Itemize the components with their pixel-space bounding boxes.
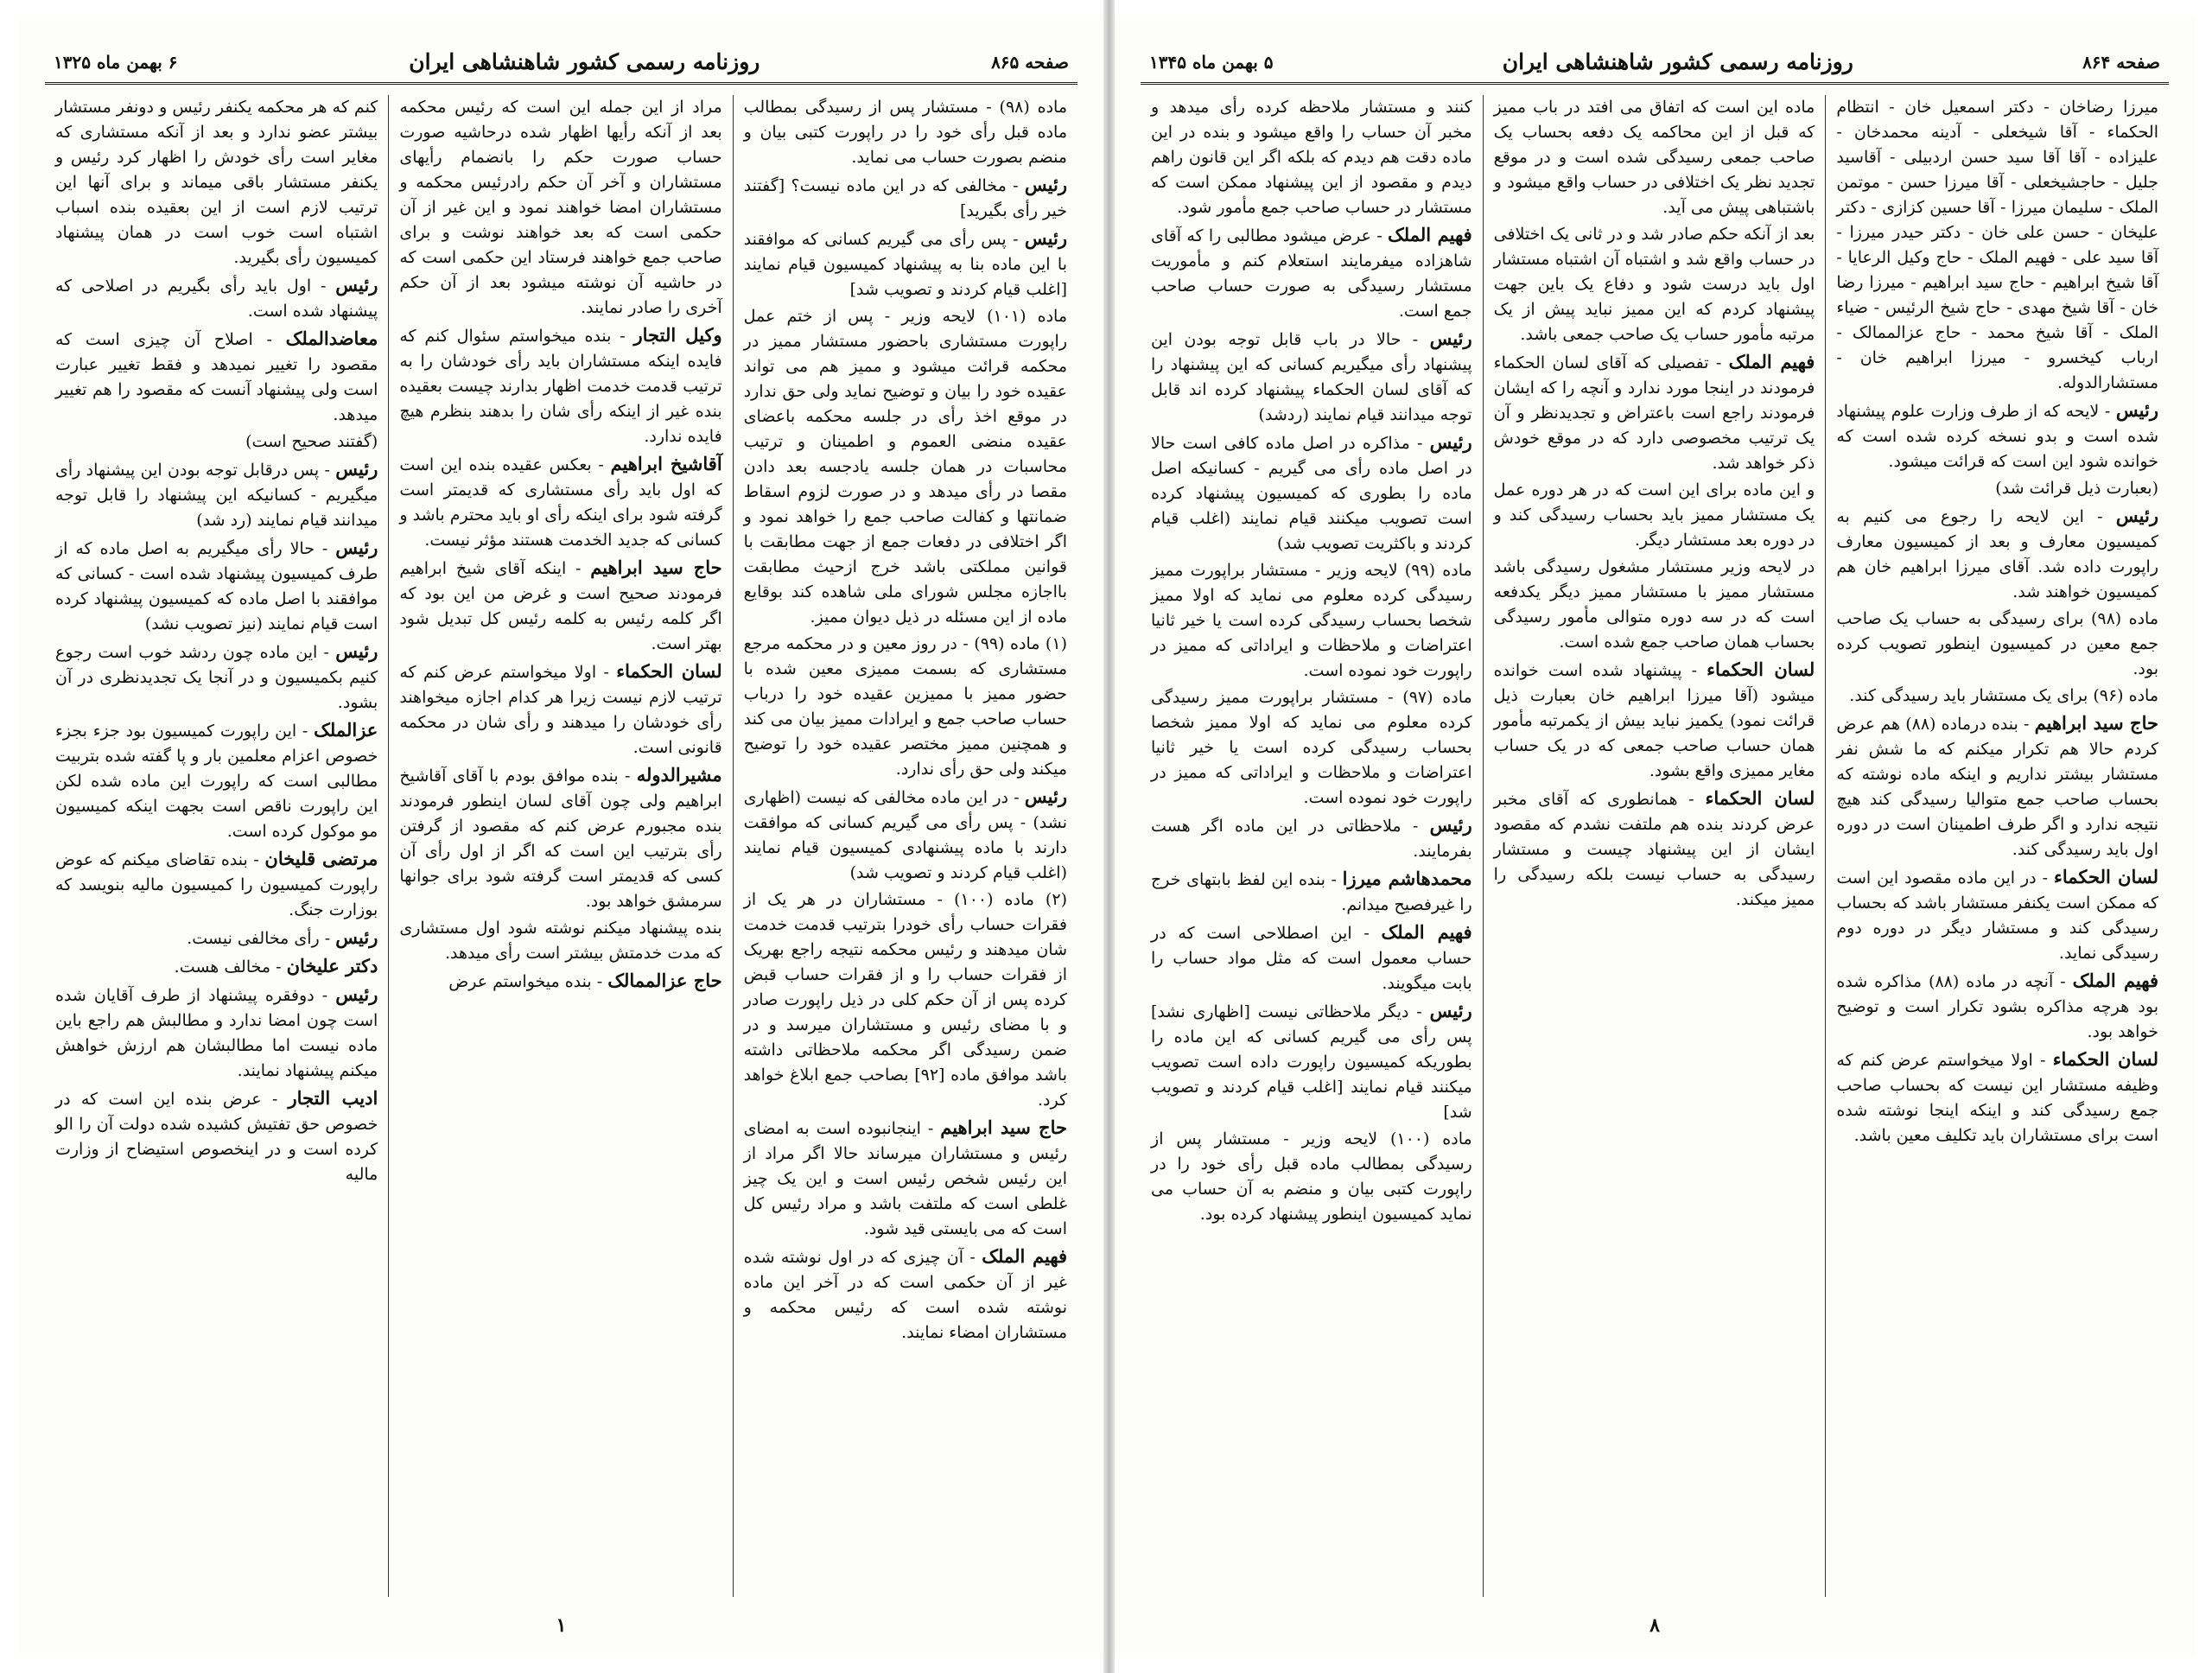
paragraph [1836, 607, 2158, 682]
paragraph [744, 1244, 1067, 1345]
speaker-name: رئیس [335, 640, 378, 662]
speaker-name: رئیس [2115, 505, 2158, 526]
paragraph [744, 887, 1067, 1113]
paragraph [55, 326, 378, 428]
paragraph [744, 226, 1067, 302]
speaker-name: رئیس [1024, 227, 1067, 249]
speaker-name: حاج سید ابراهیم [2034, 712, 2158, 734]
paragraph-text: - حالا رأی میگیریم به اصل ماده که از طرف کمیسیون پیشنهاد شده است - کسانی که موافقند با اصل ماده که کمیسیون پیشنهاد کرده است قیام نمایند (نیز تصویب نشد) [55, 539, 378, 633]
paragraph [399, 658, 721, 760]
paragraph [744, 95, 1067, 170]
left-page-header [45, 41, 1077, 85]
speaker-name: دکتر علیخان [286, 955, 378, 976]
speaker-name: فهیم الملک [1387, 224, 1472, 245]
left-page-number: صفحه ۸۶۵ [991, 51, 1069, 73]
paragraph-text: - ملاحظاتی در این ماده اگر هست بفرمایند. [1151, 817, 1472, 861]
paragraph [1836, 398, 2158, 474]
paragraph-text: - عرض بنده این است که در خصوص حق تفتیش کشیده شده دولت آن را الو کرده است و در اینخصوص استیضاح از وزارت مالیه [55, 1090, 378, 1184]
paragraph [1494, 478, 1815, 553]
paragraph-text: - اول باید رأی بگیریم در اصلاحی که پیشنهاد شده است. [55, 277, 378, 321]
speaker-name: محمدهاشم میرزا [1342, 868, 1472, 889]
paragraph [1494, 786, 1815, 913]
paragraph [55, 456, 378, 533]
paragraph-text: در لایحه وزیر مستشار مشغول رسیدگی باشد مستشار ممیز با مستشار ممیز دیگر یکدفعه است که در سه دوره متوالی مأمور رسیدگی بحساب همان صاحب جمع شده است. [1493, 557, 1815, 652]
paragraph-text: - آن چیزی که در اول نوشته شده غیر از آن حکمی است که در آخر این ماده نوشته شده است که رئیس محکمه و مستشاران امضاء نمایند. [743, 1248, 1067, 1342]
paragraph-text: - تفصیلی که آقای لسان الحکماء فرمودند در اینجا مورد ندارد و آنچه را که ایشان فرمودند راجع است باعتراض و تجدیدنظر و آن یک ترتیب مخصوصی دارد که در موقع خودش ذکر خواهد شد. [1493, 353, 1815, 473]
left-column-2 [389, 95, 733, 1597]
right-column-1 [1826, 95, 2169, 1597]
paragraph-text: ماده (۱۰۰) لایحه وزیر - مستشار پس از رسیدگی بمطالب ماده قبل رأی خود را در راپورت کتبی بیان و منضم به آن حساب می نماید کمیسیون اینطور پیشنهاد کرده بود. [1151, 1129, 1472, 1224]
paragraph [399, 968, 721, 995]
paragraph [1836, 1046, 2158, 1148]
speaker-name: مشیرالدوله [636, 764, 722, 786]
paragraph-text: مراد از این جمله این است که رئیس محکمه بعد از آنکه رأیها اظهار شده درحاشیه صورت حساب صورت حکم را بانضمام رأیهای مستشاران و آخر آن حکم رادرئیس محکمه و مستشاران امضا خواهند نمود و این غیر از آن حکمی است که بعد خواهند نوشت و برای صاحب جمع خواهند فرستاد این حکمی است که در حاشیه آن نوشته میشود بعد از آن حکم آخری را صادر نمایند. [399, 98, 722, 317]
paragraph [744, 1115, 1067, 1242]
paragraph-text: - اینکه آقای شیخ ابراهیم فرمودند صحیح است و غرض من این بود که اگر کلمه رئیس به کلمه رئیس کل تبدیل شود بهتر است. [399, 559, 722, 653]
paragraph-text: ماده (۹۹) لایحه وزیر - مستشار براپورت ممیز رسیدگی کرده معلوم می نماید که اولا ممیز شخصا بحساب رسیدگی کرده است یا خیر ثانیا اعتراضات و ملاحظات و ایراداتی که ممیز در راپورت خود نموده است. [1151, 561, 1472, 680]
book-gutter [1103, 0, 1115, 1673]
paragraph [55, 95, 378, 270]
paragraph [1151, 558, 1472, 684]
paragraph [55, 1085, 378, 1187]
paragraph [399, 555, 721, 657]
paragraph-text: ماده (۹۶) برای یک مستشار باید رسیدگی کند. [1849, 686, 2158, 705]
paragraph [1494, 349, 1815, 476]
paragraph [399, 916, 721, 966]
paragraph [744, 172, 1067, 224]
paragraph-text: - بعکس عقیده بنده این است که اول باید رأی مستشاری که قدیمتر است گرفته شود برای اینکه رأی او باید محترم باشد و کسانی که جدید الخدمت هستند مؤثر نیست. [399, 455, 722, 550]
paragraph-text: - بنده میخواستم سئوال کنم که فایده اینکه مستشاران باید رأی خودشان را به ترتیب قدمت خدمت اظهار بدارند چیست بعقیده بنده غیر از اینکه رأی شان را بدهند بنظرم هیچ فایده ندارد. [399, 327, 722, 446]
paragraph-text: کنند و مستشار ملاحظه کرده رأی میدهد و مخبر آن حساب را واقع میشود و بنده در این ماده دقت هم دیدم که بلکه اگر این قانون راهم دیدم و مقصود از این پیشنهاد ممکن است که مستشار در حساب صاحب جمع مأمور شود. [1151, 98, 1472, 217]
speaker-name: فهیم الملک [1728, 351, 1815, 372]
speaker-name: رئیس [1024, 174, 1067, 195]
paragraph-text: - اولا میخواستم عرض کنم که ترتیب لازم نیست زیرا هر کدام اجازه میخواهند رأی خودشان را میدهند و رأی شان در محکمه قانونی است. [399, 663, 722, 757]
speaker-name: رئیس [335, 983, 378, 1005]
speaker-name: حاج سید ابراهیم [940, 1116, 1067, 1138]
paragraph [399, 322, 721, 449]
speaker-name: معاضدالملک [285, 328, 378, 349]
speaker-name: رئیس [1024, 786, 1068, 807]
paragraph-text: - حالا در باب قابل توجه بودن این پیشنهاد رأی میگیریم کسانی که این پیشنهاد را که آقای لسان الحکماء پیشنهاد کرده اند قابل توجه میدانند قیام نمایند (ردشد) [1151, 330, 1472, 424]
speaker-name: مرتضی قلیخان [264, 848, 378, 869]
paragraph-text: - بنده میخواستم عرض [448, 972, 603, 991]
speaker-name: حاج عزالممالک [607, 970, 722, 991]
paragraph [1494, 222, 1815, 347]
paragraph [1836, 95, 2158, 396]
right-page-header [1141, 41, 2169, 85]
paragraph-text: - بنده تقاضای میکنم که عوض راپورت کمیسیون را کمیسیون مالیه بنویسد که بوزارت جنگ. [55, 850, 378, 919]
paragraph [55, 639, 378, 716]
right-column-2 [1484, 95, 1827, 1597]
paragraph-text: - بنده موافق بودم با آقای آقاشیخ ابراهیم ولی چون آقای لسان اینطور فرمودند بنده مجبورم عرض کنم که مقصود از گرفتن رأی بترتیب این است که اگر از اول رأی آن کسی که قدیمتر است گرفته شود برای جوانها سرمشق خواهد بود. [399, 767, 722, 911]
paragraph [1151, 866, 1472, 918]
speaker-name: رئیس [1429, 431, 1472, 453]
paragraph [1151, 919, 1472, 996]
paragraph [1836, 968, 2158, 1045]
paragraph [1836, 476, 2158, 501]
paragraph-text: - اصلاح آن چیزی است که مقصود را تغییر نمیدهد و فقط تغییر عبارت است ولی پیشنهاد آنست که مقصود را هم تغییر میدهد. [55, 330, 378, 424]
paragraph-text: ماده (۹۸) - مستشار پس از رسیدگی بمطالب ماده قبل رأی خود را در راپورت کتبی بیان و منضم بصورت حساب می نماید. [743, 98, 1067, 167]
speaker-name: رئیس [335, 537, 378, 558]
paragraph-text: ماده این است که اتفاق می افتد در باب ممیز که قبل از این محاکمه یک دفعه بحساب یک صاحب جمعی رسیدگی شده است و در موقع تجدید نظر یک اختلافی در حساب واقع میشود و باشتباهی پیش می آید. [1493, 98, 1815, 217]
paragraph-text: کنم که هر محکمه یکنفر رئیس و دونفر مستشار بیشتر عضو ندارد و بعد از آنکه مستشاری که مغایر است رأی خودش را اظهار کرد رئیس و یکنفر مستشار باقی میماند و برای آنها این ترتیب لازم است از این بعقیده بنده اسباب اشتباه است خوب است در همان پیشنهاد کمیسیون رأی بگیرید. [55, 98, 378, 267]
paragraph [55, 925, 378, 951]
speaker-name: لسان الحکماء [1707, 658, 1815, 680]
paragraph-text: - مذاکره در اصل ماده کافی است حالا در اصل ماده رأی می گیریم - کسانیکه اصل ماده را بطوری که کمیسیون پیشنهاد کرده است تصویب میکنند قیام نمایند (اغلب قیام کردند و باکثریت تصویب شد) [1151, 434, 1472, 553]
right-page-title: روزنامه رسمی کشور شاهنشاهی ایران [1502, 49, 1853, 74]
paragraph [55, 272, 378, 324]
paragraph-text: - عرض میشود مطالبی را که آقای شاهزاده میفرمایند استعلام کنم و مأموریت مستشار رسیدگی به صورت حساب صاحب جمع است. [1151, 226, 1472, 321]
speaker-name: رئیس [335, 926, 378, 948]
paragraph-text: - دیگر ملاحظاتی نیست [اظهاری نشد] پس رأی می گیریم کسانی که این ماده را بطوریکه کمیسیون راپورت داده است تصویب میکنند قیام نمایند [اغلب قیام کردند و تصویب شد] [1151, 1002, 1472, 1122]
left-page-date: ۶ بهمن ماه ۱۳۲۵ [54, 51, 178, 73]
paragraph-text: (۱) ماده (۹۹) - در روز معین و در محکمه مرجع مستشاری که بسمت ممیزی معین شده با حضور ممیز با ممیزین عقیده خود را درباب حساب صاحب جمع و ایرادات ممیز بیان می کند و همچنین ممیز مختصر عقیده خود را توضیح میکند ولی حق رأی ندارد. [743, 634, 1067, 779]
speaker-name: فهیم الملک [2072, 970, 2158, 991]
speaker-name: عزالملک [314, 719, 378, 741]
paragraph-text: - پیشنهاد شده است خوانده میشود (آقا میرزا ابراهیم خان بعبارت ذیل قرائت نمود) یکمیز نباید بیش از یکمرتبه مأمور همان حساب صاحب جمعی که در یک حساب مغایر ممیزی واقع بشود. [1493, 661, 1815, 780]
paragraph-text: ماده (۱۰۱) لایحه وزیر - پس از ختم عمل راپورت مستشاری باحضور مستشار ممیز در محکمه قرائت میشود و ممیز هم می تواند عقیده خود را بیان و توضیح نماید ولی حق ندارد در موقع اخذ رأی در جلسه محکمه باعضای عقیده منضی العموم و اطمینان و ترتیب محاسبات در همان جلسه یادجسه بعد دادن مقصا در رأی میدهد و در صورت لزوم اسقاط ضمانتها و کفالت صاحب جمع را خواهد نمود و اگر اختلافی در دفعات جمع از جهت مطابقت با قوانین مملکتی باشد خرج ازحیث مطابقت بااجازه مجلس شورای ملی شاهده کند بوقایع ماده از این مسئله در ذیل دیوان ممیز. [743, 307, 1067, 627]
paragraph-text: (۲) ماده (۱۰۰) - مستشاران در هر یک از فقرات حساب رأی خودرا بترتیب قدمت خدمت شان میدهند و رئیس محکمه نتیجه راجع بهریک از فقرات حساب را و از فقرات حساب قبض کرده پس از آن حکم کلی در ذیل راپورت صادر و با مضای رئیس و مستشاران میرسد و در ضمن رسیدگی اگر محکمه ملاحظاتی داشته باشد موافق ماده [۹۲] بصاحب جمع ابلاغ خواهد کرد. [743, 890, 1067, 1110]
left-page-title: روزنامه رسمی کشور شاهنشاهی ایران [409, 49, 760, 74]
paragraph-text: - در این ماده مقصود این است که ممکن است یکنفر مستشار باشد که بحساب رسیدگی کند و مستشار دیگر در دوره دوم رسیدگی نماید. [1836, 868, 2158, 963]
left-column-3 [45, 95, 389, 1597]
paragraph-text: - پس رأی می گیریم کسانی که موافقند با این ماده بنا به پیشنهاد کمیسیون قیام نمایند [اغلب قیام کردند و تصویب شد] [743, 230, 1067, 299]
paragraph-text: میرزا رضاخان - دکتر اسمعیل خان - انتظام الحکماء - آقا شیخعلی - آدینه محمدخان - علیزاده - آقا آقا سید حسن اردبیلی - آقاسید جلیل - حاجشیخعلی - آقا میرزا حسن - موتمن الملک - سلیمان میرزا - آقا حسین کزازی - دکتر علیخان - حسن علی خان - دکتر حیدر میرزا - آقا سید علی - فهیم الملک - حاج وکیل الرعایا - آقا شیخ ابراهیم - حاج سید ابراهیم - میرزا رضا خان - آقا شیخ مهدی - حاج شیخ الرئیس - ضیاء الملک - آقا شیخ محمد - حاج عزالممالک - ارباب کیخسرو - میرزا ابراهیم خان - مستشارالدوله. [1836, 98, 2158, 392]
speaker-name: رئیس [2115, 399, 2158, 421]
paragraph [1836, 864, 2158, 966]
left-column-1 [734, 95, 1077, 1597]
paragraph [1836, 710, 2158, 862]
paragraph-text: - مخالفی که در این ماده نیست؟ [گفتند خیر رأی بگیرید] [743, 176, 1067, 220]
paragraph [744, 304, 1067, 630]
speaker-name: فهیم الملک [982, 1245, 1067, 1267]
paragraph [1151, 95, 1472, 220]
speaker-name: رئیس [1429, 1000, 1472, 1021]
speaker-name: ادیب التجار [288, 1087, 378, 1109]
paragraph [1494, 555, 1815, 655]
paragraph [399, 95, 721, 321]
paragraph [1151, 998, 1472, 1125]
paragraph-text: - این لایحه را رجوع می کنیم به کمیسیون معارف و بعد از کمیسیون معارف راپورت داده شد. آقای میرزا ابراهیم خان هم کمیسیون خواهند شد. [1836, 507, 2158, 601]
right-column-3 [1141, 95, 1484, 1597]
speaker-name: رئیس [335, 458, 378, 480]
paragraph [1151, 222, 1472, 324]
paragraph [1494, 95, 1815, 220]
paragraph [55, 429, 378, 455]
paragraph [1836, 503, 2158, 605]
paragraph [55, 953, 378, 980]
paragraph [1151, 685, 1472, 811]
paragraph [399, 451, 721, 553]
paragraph-text: ماده (۹۷) - مستشار براپورت ممیز رسیدگی کرده معلوم می نماید که اولا ممیز شخصا بحساب رسیدگی کرده است یا خیر ثانیا اعتراضات و ملاحظات و ایراداتی که ممیز در راپورت خود نموده است. [1151, 688, 1472, 807]
speaker-name: لسان الحکماء [1705, 787, 1815, 809]
paragraph [1151, 429, 1472, 557]
paragraph-text: - این راپورت کمیسیون بود جزء بجزء خصوص اعزام معلمین بار و پا گفته شده بتربیت مطالبی است که راپورت این ماده شده لکن این راپورت ناقص است بجهت اینکه کمیسیون مو موکول کرده است. [55, 722, 378, 841]
paragraph-text: - این اصطلاحی است که در حساب معمول است که مثل مواد حساب را بابت میگویند. [1151, 924, 1472, 993]
right-page-number: صفحه ۸۶۴ [2082, 51, 2160, 73]
speaker-name: رئیس [1429, 328, 1472, 349]
left-page-columns [45, 95, 1077, 1597]
left-page [19, 16, 1103, 1657]
paragraph-text: و این ماده برای این است که در هر دوره عمل یک مستشار ممیز باید بحساب رسیدگی کند و در دوره بعد مستشار دیگر. [1493, 480, 1815, 550]
paragraph-text: ماده (۹۸) برای رسیدگی به حساب یک صاحب جمع معین در کمیسیون اینطور تصویب کرده بود. [1836, 609, 2158, 678]
speaker-name: آقاشیخ ابراهیم [610, 453, 722, 474]
paragraph [55, 982, 378, 1084]
paragraph [744, 632, 1067, 782]
speaker-name: حاج سید ابراهیم [590, 557, 722, 578]
speaker-name: لسان الحکماء [2052, 1048, 2158, 1070]
paragraph-text: - لایحه که از طرف وزارت علوم پیشنهاد شده است و بدو نسخه کرده شده است که خوانده شود این است که قرائت میشود. [1836, 402, 2158, 471]
paragraph-text: (گفتند صحیح است) [245, 432, 378, 451]
paragraph [55, 535, 378, 637]
speaker-name: فهیم الملک [1381, 921, 1472, 943]
speaker-name: رئیس [1429, 814, 1472, 836]
paragraph [1151, 812, 1472, 864]
right-page-date: ۵ بهمن ماه ۱۳۴۵ [1149, 51, 1274, 73]
speaker-name: لسان الحکماء [616, 660, 722, 682]
paragraph-text: - آنچه در ماده (۸۸) مذاکره شده بود هرچه مذاکره بشود تکرار است و توضیح خواهد بود. [1836, 972, 2158, 1041]
paragraph-text: - رأی مخالفی نیست. [187, 929, 331, 948]
speaker-name: لسان الحکماء [2054, 866, 2158, 887]
paragraph [1151, 326, 1472, 428]
paragraph-text: - این ماده چون ردشد خوب است رجوع کنیم بکمیسیون و در آنجا یک تجدیدنظری در آن بشود. [55, 643, 378, 712]
paragraph-text: - همانطوری که آقای مخبر عرض کردند بنده هم ملتفت نشدم که مقصود ایشان از این پیشنهاد چیست و مستشار رسیدگی به حساب نیست بلکه رسیدگی را ممیز میکند. [1493, 790, 1815, 909]
right-page [1115, 16, 2195, 1657]
right-page-folio: ۸ [1649, 1614, 1660, 1637]
paragraph-text: - بنده درماده (۸۸) هم عرض کردم حالا هم تکرار میکنم که ما شش نفر مستشار بیشتر نداریم و اینکه ماده نوشته که بحساب صاحب جمع متوالیا رسیدگی کند هیچ نتیجه ندارد و اگر طرف اطمینان است در دوره اول باید رسیدگی کند. [1836, 715, 2158, 859]
paragraph-text: - پس درقابل توجه بودن این پیشنهاد رأی میگیریم - کسانیکه این پیشنهاد را قابل توجه میدانند قیام نمایند (رد شد) [55, 461, 378, 530]
paragraph-text: - در این ماده مخالفی که نیست (اظهاری نشد) - پس رأی می گیریم کسانی که موافقت دارند با ماده پیشنهادی کمیسیون قیام نمایند (اغلب قیام کردند و تصویب شد) [743, 788, 1067, 882]
paragraph-text: - اولا میخواستم عرض کنم که وظیفه مستشار این نیست که بحساب صاحب جمع رسیدگی کند و اینکه اینجا نوشته شده است برای مستشاران باید تکلیف معین باشد. [1836, 1051, 2158, 1145]
paragraph [744, 784, 1067, 886]
paragraph-text: - اینجانبوده است به امضای رئیس و مستشاران میرساند حالا اگر مراد از این رئیس شخص رئیس است و این یک چیز غلطی است که ملتفت باشد و مراد رئیس کل است که می بایستی قید شود. [743, 1119, 1067, 1238]
paragraph-text: بنده پیشنهاد میکنم نوشته شود اول مستشاری که مدت خدمتش بیشتر است رأی میدهد. [399, 919, 722, 963]
paragraph [55, 717, 378, 844]
paragraph [399, 762, 721, 914]
paragraph [1836, 684, 2158, 709]
left-page-folio: ۱ [556, 1614, 567, 1637]
paragraph [1151, 1127, 1472, 1227]
paragraph-text: - دوفقره پیشنهاد از طرف آقایان شده است چون امضا ندارد و مطالبش هم راجع باین ماده نیست اما مطالبشان هم ارزش خواهش میکنم پیشنهاد نمایند. [55, 986, 378, 1080]
paragraph [1494, 657, 1815, 784]
paragraph [55, 846, 378, 923]
right-page-columns [1141, 95, 2169, 1597]
paragraph-text: بعد از آنکه حکم صادر شد و در ثانی یک اختلافی در حساب واقع شد و اشتباه آن اشتباه مستشار اول باید درست شود و دفاع یک باین جهت پیشنهاد کردم که این ممیز نباید پیش از یک مرتبه مأمور حساب یک صاحب جمعی باشد. [1493, 225, 1815, 344]
paragraph-text: (بعبارت ذیل قرائت شد) [1995, 479, 2158, 498]
speaker-name: وکیل التجار [633, 324, 722, 346]
paragraph-text: - مخالف هست. [174, 957, 282, 976]
speaker-name: رئیس [335, 274, 378, 296]
paragraph-text: - بنده این لفظ بابتهای خرج را غیرفصیح میدانم. [1151, 870, 1472, 914]
